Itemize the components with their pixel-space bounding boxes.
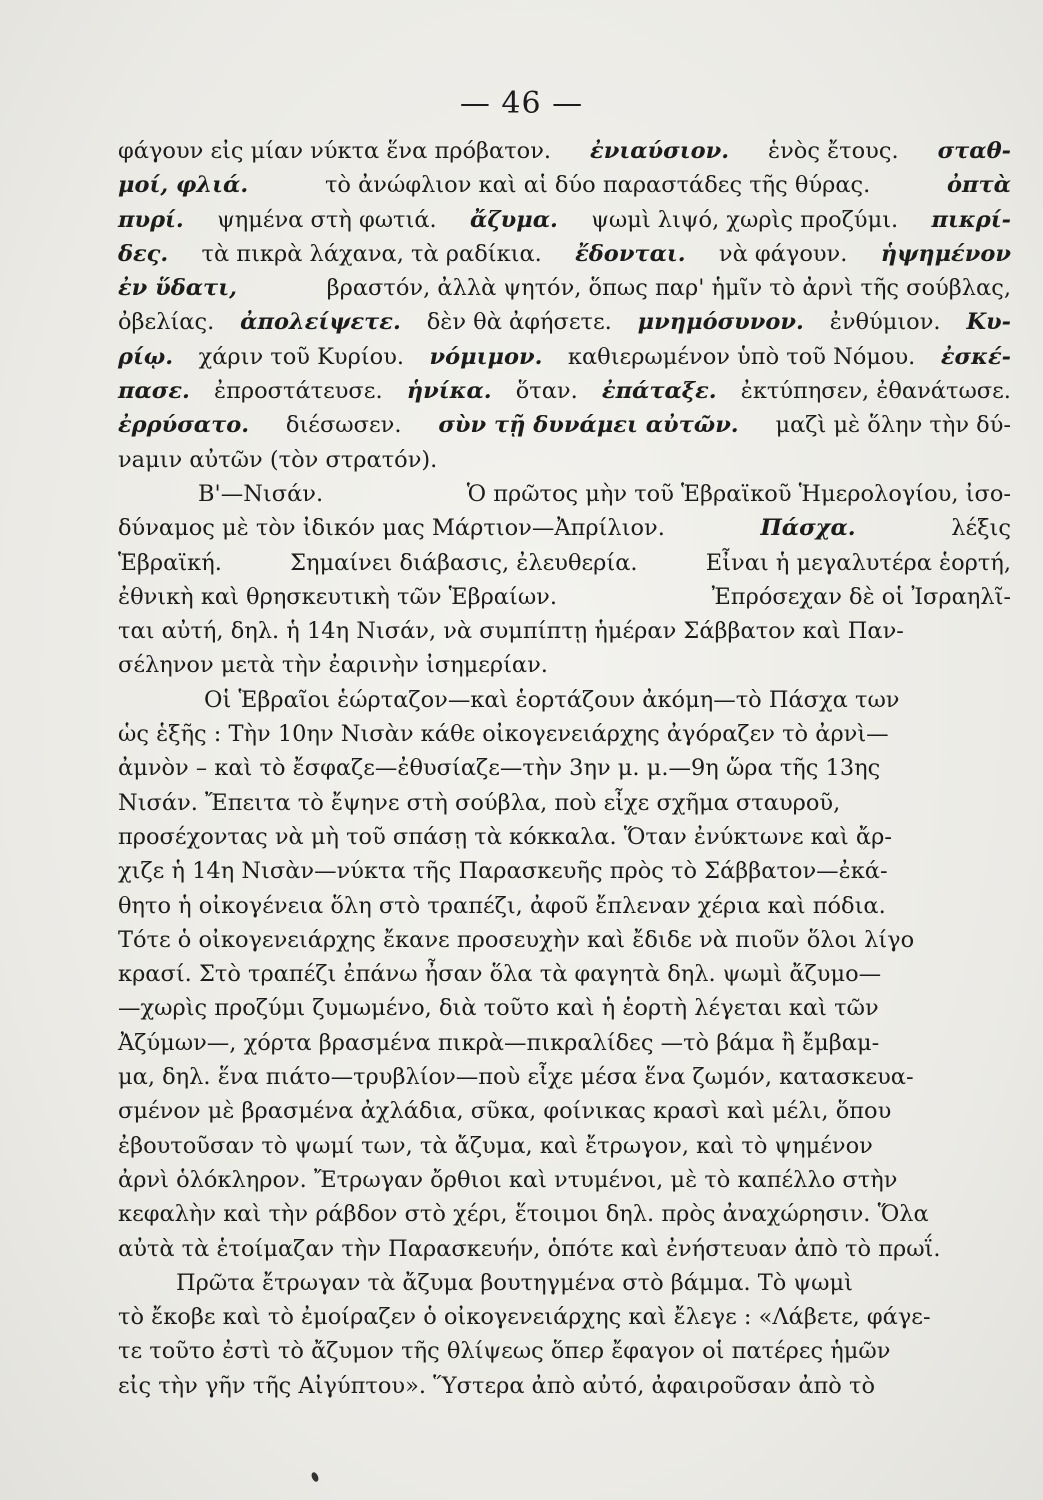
text-line: τε τοῦτο ἐστὶ τὸ ἄζυμον τῆς θλίψεως ὅπερ ἔφαγον οἱ πατέρες ἡμῶν — [118, 1338, 891, 1365]
text-line: σμένον μὲ βρασμένα ἀχλάδια, σῦκα, φοίνικας κρασὶ καὶ μέλι, ὅπου — [118, 1098, 892, 1125]
text-line: ρίῳ. χάριν τοῦ Κυρίου. νόμιμον. καθιερωμένον ὑπὸ τοῦ Νόμου. ἐσκέ- — [118, 343, 1011, 370]
page-number: — 46 — — [459, 86, 584, 121]
text-line: Ἑβραϊκή. Σημαίνει διάβασις, ἐλευθερία. Εἶναι ἡ μεγαλυτέρα ἑορτή, — [118, 549, 1011, 576]
text-line: σέληνον μετὰ τὴν ἐαρινὴν ἰσημερίαν. — [118, 652, 548, 679]
text-line: εἰς τὴν γῆν τῆς Αἰγύπτου». Ὕστερα ἀπὸ αὐτό, ἀφαιροῦσαν ἀπὸ τὸ — [118, 1372, 876, 1399]
text-line: μοί, φλιά. τὸ ἀνώφλιον καὶ αἱ δύο παραστάδες τῆς θύρας. ὀπτὰ — [118, 172, 1011, 199]
paragraph-start: Β'—Νισάν. Ὁ πρῶτος μὴν τοῦ Ἑβραϊκοῦ Ἡμερολογίου, ἰσο- — [198, 480, 1011, 507]
text-line: χιζε ἡ 14η Νισὰν—νύκτα τῆς Παρασκευῆς πρὸς τὸ Σάββατον—ἐκά- — [118, 858, 888, 885]
text-line: πυρί. ψημένα στὴ φωτιά. ἄζυμα. ψωμὶ λιψό, χωρὶς προζύμι. πικρί- — [118, 206, 1011, 233]
text-line: —χωρὶς προζύμι ζυμωμένο, διὰ τοῦτο καὶ ἡ ἑορτὴ λέγεται καὶ τῶν — [118, 995, 879, 1022]
text-line: ἐν ὕδατι, βραστόν, ἀλλὰ ψητόν, ὅπως παρ' ἡμῖν τὸ ἀρνὶ τῆς σούβλας, — [118, 275, 1011, 302]
paragraph-start: Οἱ Ἑβραῖοι ἑώρταζον—καὶ ἑορτάζουν ἀκόμη—τὸ Πάσχα των — [204, 686, 900, 713]
text-line: προσέχοντας νὰ μὴ τοῦ σπάσῃ τὰ κόκκαλα. Ὅταν ἐνύκτωνε καὶ ἄρ- — [118, 823, 892, 850]
text-line: αὐτὰ τὰ ἑτοίμαζαν τὴν Παρασκευήν, ὁπότε καὶ ἐνήστευαν ἀπὸ τὸ πρωΐ. — [118, 1235, 941, 1262]
text-line: Τότε ὁ οἰκογενειάρχης ἔκανε προσευχὴν καὶ ἔδιδε νὰ πιοῦν ὅλοι λίγο — [118, 926, 915, 953]
text-line: δύναμος μὲ τὸν ἰδικόν μας Μάρτιον—Ἀπρίλιον. Πάσχα. λέξις — [118, 515, 1011, 542]
text-line: ὡς ἑξῆς : Τὴν 10ην Νισὰν κάθε οἰκογενειάρχης ἀγόραζεν τὸ ἀρνὶ— — [118, 721, 889, 748]
ink-speck — [310, 1471, 320, 1483]
text-line: ὀβελίας. ἀπολείψετε. δὲν θὰ ἀφήσετε. μνημόσυνον. ἐνθύμιον. Κυ- — [118, 309, 1011, 336]
text-line: κεφαλὴν καὶ τὴν ράβδον στὸ χέρι, ἕτοιμοι δηλ. πρὸς ἀναχώρησιν. Ὅλα — [118, 1201, 929, 1228]
text-line: ται αὐτή, δηλ. ἡ 14η Νισάν, νὰ συμπίπτῃ ἡμέραν Σάββατον καὶ Παν- — [118, 618, 904, 645]
text-line: Νισάν. Ἔπειτα τὸ ἔψηνε στὴ σούβλα, ποὺ εἶχε σχῆμα σταυροῦ, — [118, 789, 841, 816]
text-line: δες. τὰ πικρὰ λάχανα, τὰ ραδίκια. ἔδονται. νὰ φάγουν. ἡψημένον — [118, 240, 1011, 267]
text-line: πασε. ἐπροστάτευσε. ἡνίκα. ὅταν. ἐπάταξε. ἐκτύπησεν, ἐθανάτωσε. — [118, 378, 1011, 405]
text-line: θητο ἡ οἰκογένεια ὅλη στὸ τραπέζι, ἀφοῦ ἔπλεναν χέρια καὶ πόδια. — [118, 892, 886, 919]
text-line: ἐβουτοῦσαν τὸ ψωμί των, τὰ ἄζυμα, καὶ ἔτρωγον, καὶ τὸ ψημένον — [118, 1132, 873, 1159]
text-line: μα, δηλ. ἕνα πιάτο—τρυβλίον—ποὺ εἶχε μέσα ἕνα ζωμόν, κατασκευα- — [118, 1064, 914, 1091]
text-line: ἐρρύσατο. διέσωσεν. σὺν τῇ δυνάμει αὐτῶν. μαζὶ μὲ ὅλην τὴν δύ- — [118, 412, 1011, 439]
text-line: τὸ ἔκοβε καὶ τὸ ἐμοίραζεν ὁ οἰκογενειάρχης καὶ ἔλεγε : «Λάβετε, φάγε- — [118, 1304, 931, 1331]
text-line: ἀρνὶ ὁλόκληρον. Ἔτρωγαν ὄρθιοι καὶ ντυμένοι, μὲ τὸ καπέλλο στὴν — [118, 1166, 898, 1193]
text-line: ἐθνικὴ καὶ θρησκευτικὴ τῶν Ἑβραίων. Ἐπρόσεχαν δὲ οἱ Ἰσραηλῖ- — [118, 583, 1011, 610]
paragraph-start: Πρῶτα ἔτρωγαν τὰ ἄζυμα βουτηγμένα στὸ βάμμα. Τὸ ψωμὶ — [176, 1269, 853, 1296]
text-line: ἀμνὸν – καὶ τὸ ἔσφαζε—ἐθυσίαζε—τὴν 3ην μ. μ.—9η ὥρα τῆς 13ης — [118, 755, 881, 782]
text-line: φάγουν εἰς μίαν νύκτα ἕνα πρόβατον. ἐνιαύσιον. ἑνὸς ἔτους. σταθ- — [118, 138, 1011, 164]
text-line: Ἀζύμων—, χόρτα βρασμένα πικρὰ—πικραλίδες —τὸ βάμα ἢ ἔμβαμ- — [118, 1029, 880, 1056]
body-text — [118, 134, 1011, 1403]
text-line: νaμιν αὐτῶν (τὸν στρατόν). — [118, 446, 438, 473]
text-line: κρασί. Στὸ τραπέζι ἐπάνω ἦσαν ὅλα τὰ φαγητὰ δηλ. ψωμὶ ἄζυμο— — [118, 961, 882, 988]
